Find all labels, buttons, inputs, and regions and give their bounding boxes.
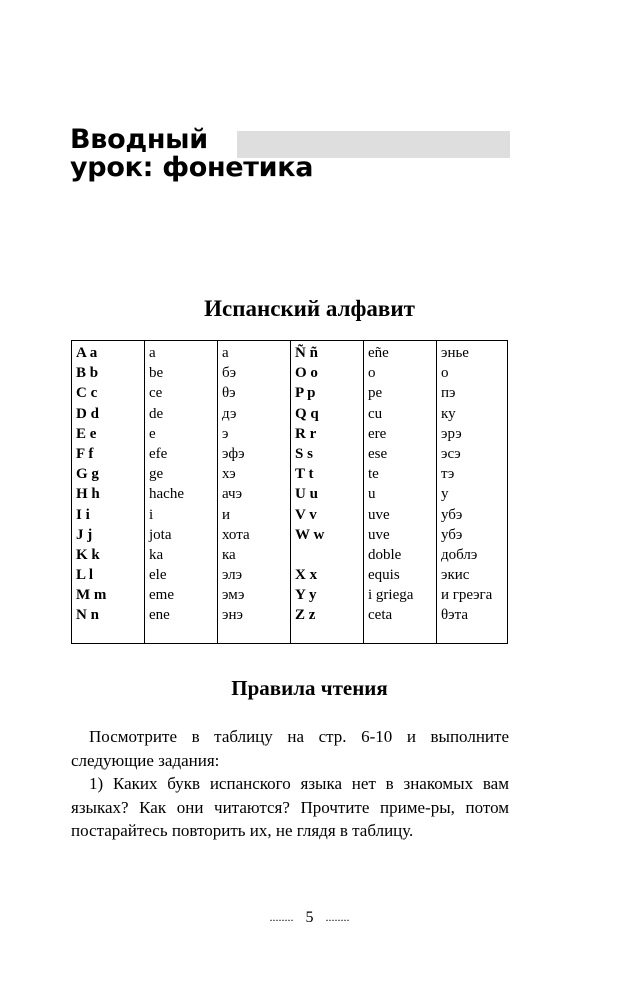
col-letters-left (72, 341, 145, 643)
alphabet-letter: G g (76, 466, 99, 483)
chapter-title-line1: Вводный (70, 124, 208, 155)
col-names-left (145, 341, 218, 643)
alphabet-letter-name: eñe (368, 345, 389, 361)
alphabet-letter-name: u (368, 486, 376, 503)
alphabet-letter: Y y (295, 587, 317, 604)
alphabet-letter-name: e (149, 425, 156, 442)
alphabet-pronunciation: а (222, 345, 229, 361)
alphabet-letter: F f (76, 445, 94, 462)
alphabet-pronunciation: ачэ (222, 486, 243, 503)
alphabet-pronunciation: о (441, 365, 449, 382)
alphabet-pronunciation: убэ (441, 526, 463, 543)
alphabet-letter-name: uve (368, 526, 390, 543)
alphabet-pronunciation: у (441, 486, 449, 503)
alphabet-letter: R r (295, 425, 317, 442)
alphabet-letter-name: de (149, 405, 164, 422)
alphabet-letter-name: ene (149, 607, 170, 624)
footer-dots-right: ........ (325, 910, 350, 924)
col-letters-right (291, 341, 364, 643)
alphabet-letter-name: pe (368, 385, 383, 402)
alphabet-letter-name: eme (149, 587, 174, 604)
alphabet-letter-name: jota (149, 526, 172, 543)
alphabet-letter: V v (295, 506, 317, 523)
alphabet-pronunciation: ку (441, 405, 456, 422)
alphabet-letter: J j (76, 526, 93, 543)
rules-title: Правила чтения (231, 676, 388, 700)
alphabet-pronunciation: тэ (441, 466, 455, 483)
alphabet-letter-name: ere (368, 425, 387, 442)
alphabet-letter: I i (76, 506, 90, 523)
alphabet-letter: L l (76, 567, 94, 584)
alphabet-letter: M m (76, 587, 107, 604)
alphabet-pronunciation: θэ (222, 385, 236, 402)
alphabet-letter: X x (295, 567, 318, 584)
alphabet-pronunciation: энэ (222, 607, 243, 624)
alphabet-letter: A a (76, 345, 98, 361)
alphabet-pronunciation: э (222, 425, 229, 442)
alphabet-letter: Ñ ñ (295, 345, 318, 361)
alphabet-pronunciation: эфэ (222, 445, 245, 462)
page-footer (0, 909, 619, 927)
alphabet-letter-name: uve (368, 506, 390, 523)
alphabet-letter-name: ese (368, 445, 388, 462)
alphabet-pronunciation: и греэга (441, 587, 493, 604)
alphabet-letter: T t (295, 466, 314, 483)
alphabet-letter-name: efe (149, 445, 168, 462)
alphabet-letter-name: doble (368, 546, 402, 563)
alphabet-pronunciation: хэ (222, 466, 236, 483)
alphabet-letter-name: o (368, 365, 376, 382)
alphabet-letter: B b (76, 365, 99, 382)
alphabet-letter-name: ele (149, 567, 167, 584)
chapter-title-line2: урок: фонетика (70, 152, 314, 183)
alphabet-letter-name: a (149, 345, 156, 361)
alphabet-pronunciation: убэ (441, 506, 463, 523)
chapter-title (70, 126, 313, 182)
rules-paragraph-1: Посмотрите в таблицу на стр. 6-10 и выполните следующие задания: (71, 727, 509, 770)
alphabet-letter-name: i (149, 506, 154, 523)
alphabet-pronunciation: дэ (222, 405, 237, 422)
alphabet-title: Испанский алфавит (204, 296, 415, 321)
footer-dots-left: ........ (269, 910, 294, 924)
col-pron-right (437, 341, 509, 643)
alphabet-letter-name: te (368, 466, 379, 483)
alphabet-table (71, 340, 508, 644)
alphabet-pronunciation: энье (441, 345, 469, 361)
alphabet-pronunciation: эмэ (222, 587, 245, 604)
alphabet-pronunciation: эсэ (441, 445, 461, 462)
col-names-right (364, 341, 437, 643)
alphabet-letter-name: equis (368, 567, 400, 584)
alphabet-letter: H h (76, 486, 100, 503)
alphabet-pronunciation: доблэ (441, 546, 478, 563)
alphabet-pronunciation: θэта (441, 607, 469, 624)
alphabet-letter: C c (76, 385, 98, 402)
alphabet-letter-name: cu (368, 405, 383, 422)
alphabet-letter-name: i griega (368, 587, 414, 604)
alphabet-letter-name: ceta (368, 607, 393, 624)
alphabet-letter: O o (295, 365, 318, 382)
alphabet-letter: Z z (295, 607, 316, 624)
rules-paragraph-2: 1) Каких букв испанского языка нет в знакомых вам языках? Как они читаются? Прочтите приме-ры, потом постарайтесь повторить их, не глядя в таблицу. (71, 774, 509, 840)
alphabet-pronunciation: экис (441, 567, 470, 584)
alphabet-letter-name: ka (149, 546, 164, 563)
alphabet-pronunciation: бэ (222, 365, 237, 382)
alphabet-letter-name: ge (149, 466, 164, 483)
alphabet-letter: U u (295, 486, 318, 503)
page-number: 5 (305, 909, 314, 926)
alphabet-pronunciation: пэ (441, 385, 456, 402)
alphabet-letter (295, 545, 363, 565)
alphabet-pronunciation: эрэ (441, 425, 462, 442)
alphabet-letter: E e (76, 425, 97, 442)
col-pron-left (218, 341, 291, 643)
alphabet-letter: P p (295, 385, 316, 402)
alphabet-pronunciation: и (222, 506, 231, 523)
alphabet-letter: K k (76, 546, 100, 563)
alphabet-letter: D d (76, 405, 99, 422)
alphabet-letter-name: hache (149, 486, 184, 503)
alphabet-letter-name: be (149, 365, 164, 382)
alphabet-pronunciation: хота (222, 526, 250, 543)
alphabet-letter: Q q (295, 405, 319, 422)
alphabet-letter-name: ce (149, 385, 163, 402)
alphabet-letter: S s (295, 445, 313, 462)
alphabet-letter: W w (295, 526, 325, 543)
alphabet-pronunciation: ка (222, 546, 236, 563)
alphabet-pronunciation: элэ (222, 567, 243, 584)
alphabet-letter: N n (76, 607, 99, 624)
